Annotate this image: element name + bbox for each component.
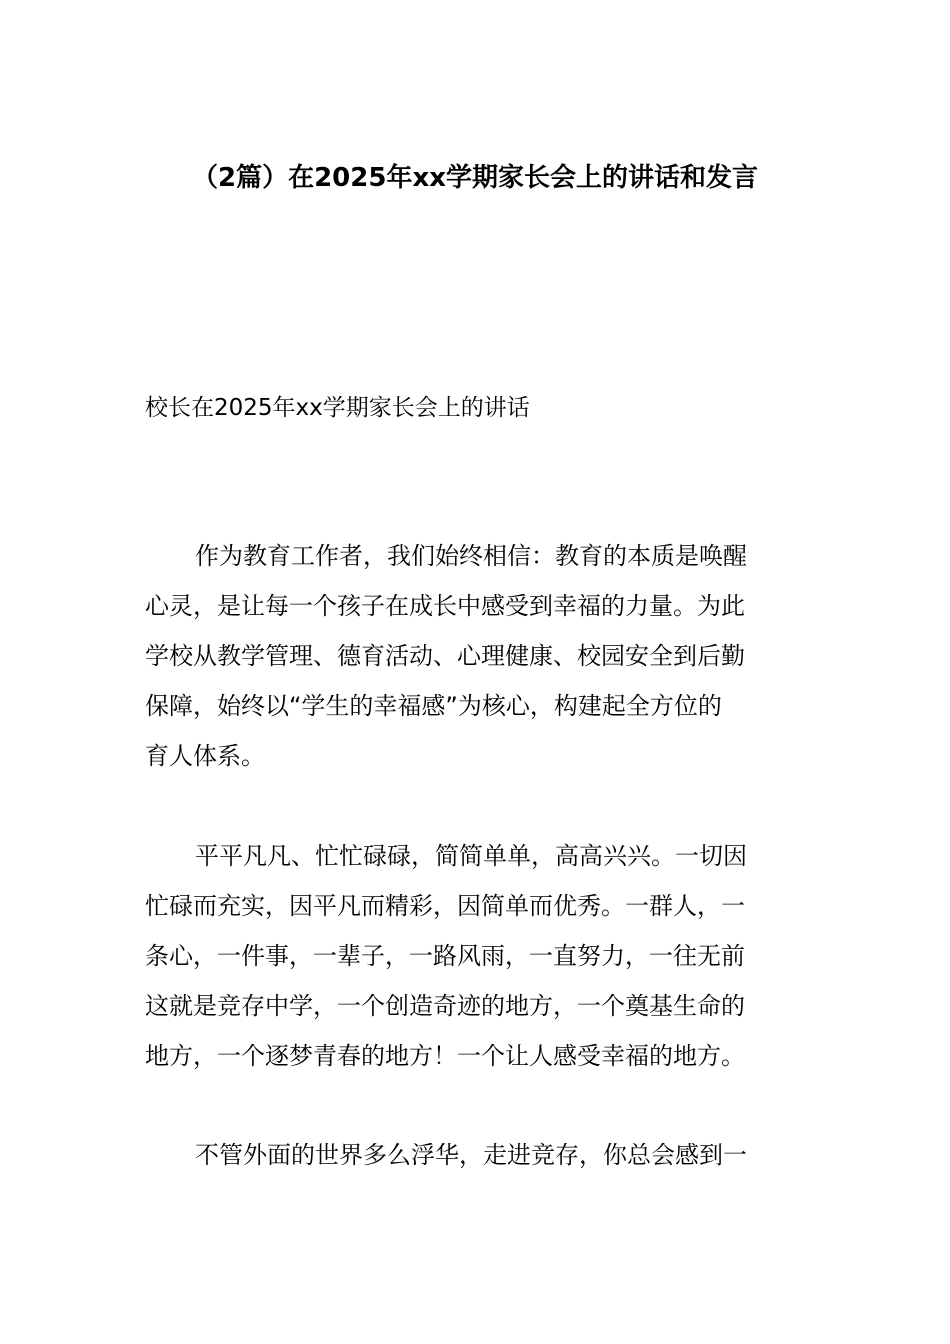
paragraph-line: 条心，一件事，一辈子，一路风雨，一直努力，一往无前 xyxy=(145,942,745,970)
paragraph-line: 学校从教学管理、德育活动、心理健康、校园安全到后勤 xyxy=(145,642,745,670)
paragraph xyxy=(145,531,807,781)
paragraph-line: 平平凡凡、忙忙碌碌，简简单单，高高兴兴。一切因 xyxy=(195,842,747,870)
paragraph-line: 这就是竞存中学，一个创造奇迹的地方，一个奠基生命的 xyxy=(145,992,745,1020)
document-title: （2篇）在2025年xx学期家长会上的讲话和发言 xyxy=(192,163,758,193)
paragraph-line: 忙碌而充实，因平凡而精彩，因简单而优秀。一群人，一 xyxy=(145,892,745,920)
paragraph-line: 地方，一个逐梦青春的地方！一个让人感受幸福的地方。 xyxy=(145,1042,745,1070)
paragraph-line: 心灵，是让每一个孩子在成长中感受到幸福的力量。为此 xyxy=(145,592,745,620)
paragraph-line: 保障，始终以“学生的幸福感”为核心，构建起全方位的 xyxy=(145,692,722,720)
paragraph-line: 作为教育工作者，我们始终相信：教育的本质是唤醒 xyxy=(195,542,747,570)
paragraph-line: 育人体系。 xyxy=(145,742,265,770)
paragraph xyxy=(145,831,807,1081)
paragraph-line: 不管外面的世界多么浮华，走进竞存，你总会感到一 xyxy=(195,1141,747,1169)
section-subtitle: 校长在2025年xx学期家长会上的讲话 xyxy=(145,395,530,421)
paragraph xyxy=(145,1130,807,1180)
